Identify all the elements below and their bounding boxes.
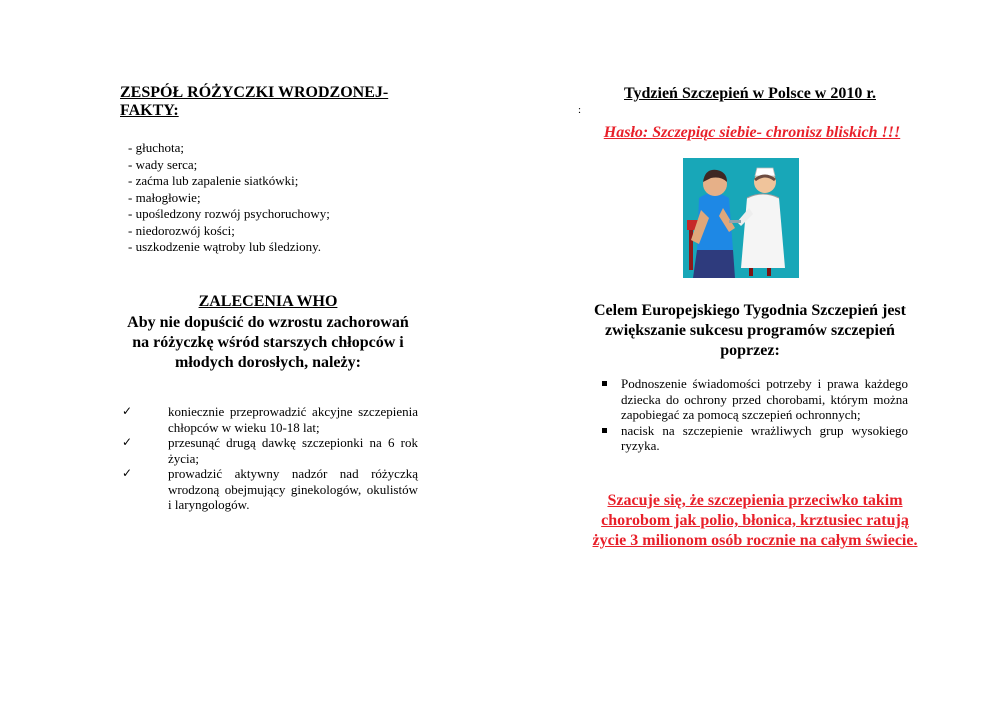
goal-text: Celem Europejskiego Tygodnia Szczepień jest zwiększanie sukcesu programów szczepień poprzez: <box>594 302 906 359</box>
goal-point-text: Podnoszenie świadomości potrzeby i prawa każdego dziecka do ochrony przed chorobami, którym można zapobiegać za pomocą szczepień ochronnych; <box>621 376 908 422</box>
checkmark-icon: ✓ <box>122 404 133 418</box>
list-item <box>122 466 418 513</box>
checkmark-icon: ✓ <box>122 466 133 480</box>
list-item: - małogłowie; <box>128 189 201 205</box>
estimate-text: Szacuje się, że szczepienia przeciwko takim chorobom jak polio, błonica, krztusiec ratują życie 3 milionom osób rocznie na całym świecie. <box>592 492 918 549</box>
week-title: Tydzień Szczepień w Polsce w 2010 r. <box>624 85 876 102</box>
list-item <box>122 435 418 466</box>
recommendation-text: koniecznie przeprowadzić akcyjne szczepienia chłopców w wieku 10-18 lat; <box>168 404 418 435</box>
slogan: Hasło: Szczepiąc siebie- chronisz bliskich !!! <box>603 124 901 141</box>
goal-points-list <box>602 376 908 454</box>
goal-point-text: nacisk na szczepienie wrażliwych grup wysokiego ryzyka. <box>621 422 908 453</box>
list-item: - wady serca; <box>128 156 198 172</box>
bullet-icon <box>602 381 607 386</box>
recommendations-list <box>122 404 418 513</box>
recommendation-text: przesunąć drugą dawkę szczepionki na 6 rok życia; <box>168 435 418 466</box>
facts-title: ZESPÓŁ RÓŻYCZKI WRODZONEJ- FAKTY: <box>120 84 389 119</box>
checkmark-icon: ✓ <box>122 435 133 449</box>
list-item: - głuchota; <box>128 140 184 155</box>
list-item: - zaćma lub zapalenie siatkówki; <box>128 173 299 188</box>
facts-list <box>128 140 458 256</box>
list-item <box>602 376 908 423</box>
who-subtitle: Aby nie dopuścić do wzrostu zachorowań na różyczkę wśród starszych chłopców i młodych dorosłych, należy: <box>127 314 409 371</box>
list-item <box>602 423 908 454</box>
stray-mark: : <box>578 104 582 116</box>
list-item: - uszkodzenie wątroby lub śledziony. <box>128 239 322 254</box>
vaccination-clipart-icon <box>683 158 799 278</box>
recommendation-text: prowadzić aktywny nadzór nad różyczką wrodzoną obejmujący ginekologów, okulistów i laryngologów. <box>168 466 418 512</box>
who-title: ZALECENIA WHO <box>198 293 338 310</box>
list-item: - upośledzony rozwój psychoruchowy; <box>128 206 330 221</box>
list-item: - niedorozwój kości; <box>128 222 235 238</box>
bullet-icon <box>602 428 607 433</box>
list-item <box>122 404 418 435</box>
